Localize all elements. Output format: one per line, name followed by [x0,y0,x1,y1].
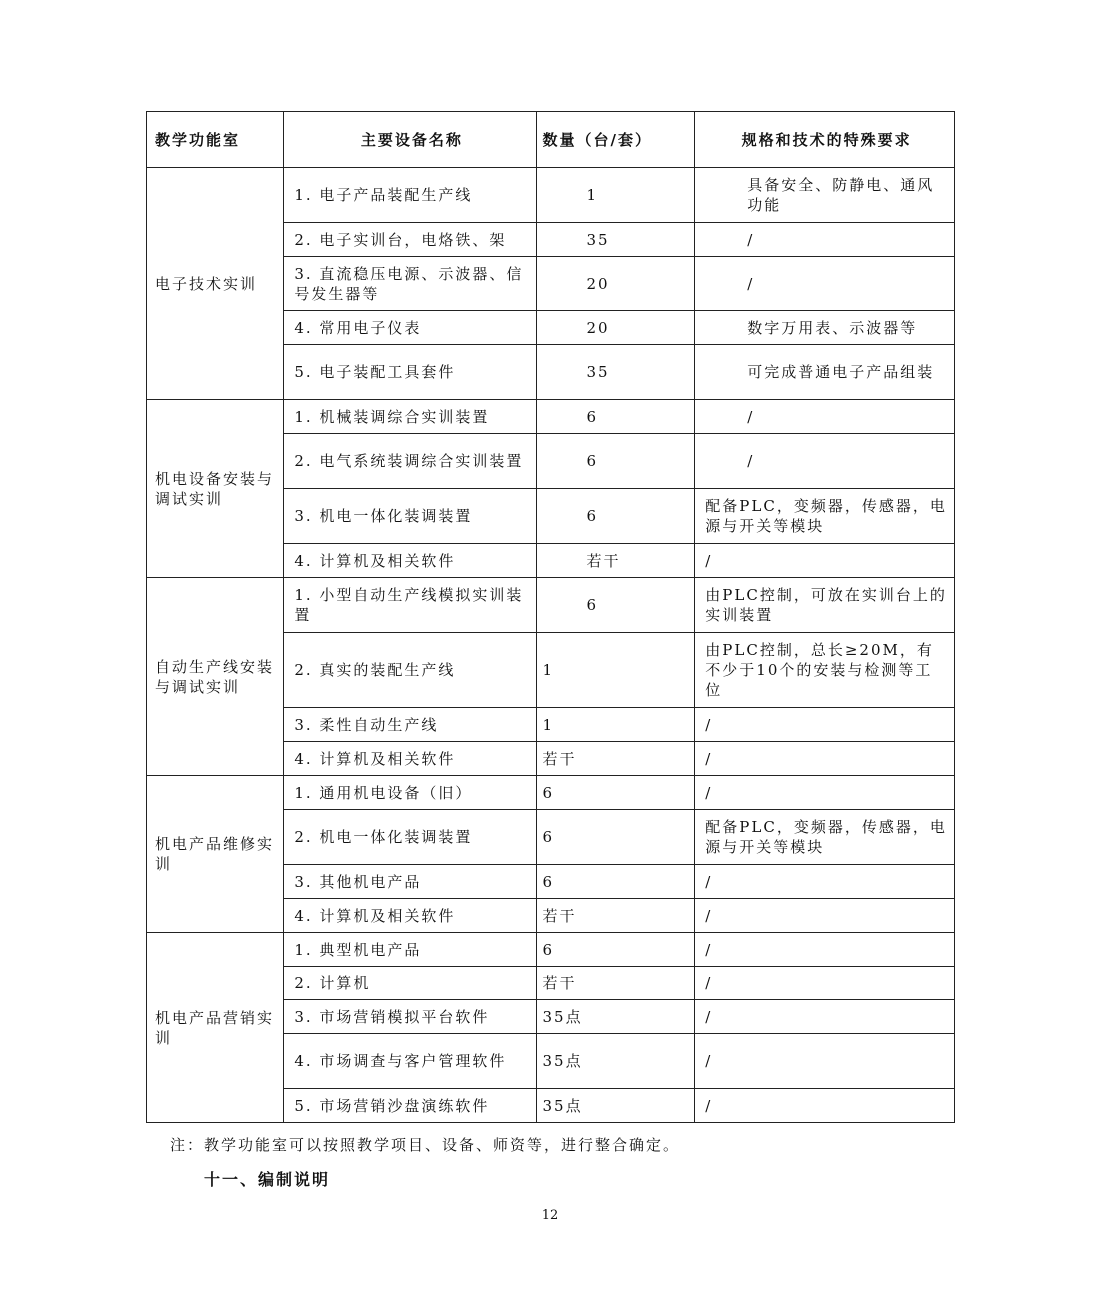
quantity-cell: 20 [536,257,695,311]
quantity-cell: 20 [536,311,695,345]
requirement-cell: / [695,223,955,257]
room-cell: 机电设备安装与调试实训 [147,400,284,578]
table-row [147,168,955,223]
table-body [147,168,955,1123]
quantity-cell: 6 [536,400,695,434]
equipment-name-cell: 3. 柔性自动生产线 [284,708,536,742]
table-footnote: 注：教学功能室可以按照教学项目、设备、师资等，进行整合确定。 [170,1136,681,1154]
equipment-table [146,111,955,1123]
requirement-cell: / [695,742,955,776]
quantity-cell: 若干 [536,742,695,776]
header-requirements: 规格和技术的特殊要求 [695,112,955,168]
section-heading: 十一、编制说明 [204,1170,331,1189]
requirement-cell: / [695,865,955,899]
requirement-cell: 配备PLC，变频器，传感器，电源与开关等模块 [695,489,955,544]
requirement-cell: / [695,1000,955,1034]
requirement-cell: / [695,1089,955,1123]
quantity-cell: 若干 [536,899,695,933]
equipment-name-cell: 1. 典型机电产品 [284,933,536,967]
room-cell: 电子技术实训 [147,168,284,400]
header-quantity: 数量（台/套） [536,112,695,168]
equipment-name-cell: 1. 电子产品装配生产线 [284,168,536,223]
equipment-name-cell: 1. 机械装调综合实训装置 [284,400,536,434]
equipment-name-cell: 3. 直流稳压电源、示波器、信号发生器等 [284,257,536,311]
requirement-cell: 由PLC控制，可放在实训台上的实训装置 [695,578,955,633]
equipment-name-cell: 2. 真实的装配生产线 [284,633,536,708]
equipment-name-cell: 4. 常用电子仪表 [284,311,536,345]
table-row [147,578,955,633]
quantity-cell: 35 [536,223,695,257]
quantity-cell: 6 [536,578,695,633]
table-row [147,400,955,434]
requirement-cell: 数字万用表、示波器等 [695,311,955,345]
header-room: 教学功能室 [147,112,284,168]
table-row [147,776,955,810]
requirement-cell: / [695,544,955,578]
equipment-name-cell: 3. 机电一体化装调装置 [284,489,536,544]
room-cell: 机电产品维修实训 [147,776,284,933]
equipment-name-cell: 4. 计算机及相关软件 [284,899,536,933]
requirement-cell: / [695,400,955,434]
equipment-name-cell: 2. 计算机 [284,967,536,1000]
requirement-cell: / [695,1034,955,1089]
quantity-cell: 6 [536,489,695,544]
quantity-cell: 6 [536,865,695,899]
equipment-name-cell: 1. 小型自动生产线模拟实训装置 [284,578,536,633]
room-cell: 自动生产线安装与调试实训 [147,578,284,776]
equipment-name-cell: 2. 电气系统装调综合实训装置 [284,434,536,489]
quantity-cell: 1 [536,708,695,742]
quantity-cell: 6 [536,810,695,865]
room-cell: 机电产品营销实训 [147,933,284,1123]
equipment-name-cell: 4. 计算机及相关软件 [284,742,536,776]
quantity-cell: 6 [536,434,695,489]
requirement-cell: / [695,257,955,311]
equipment-name-cell: 2. 电子实训台，电烙铁、架 [284,223,536,257]
requirement-cell: / [695,899,955,933]
equipment-name-cell: 4. 市场调查与客户管理软件 [284,1034,536,1089]
page-number: 12 [541,1208,559,1223]
quantity-cell: 6 [536,933,695,967]
quantity-cell: 35点 [536,1000,695,1034]
table-row [147,933,955,967]
requirement-cell: / [695,967,955,1000]
requirement-cell: 可完成普通电子产品组装 [695,345,955,400]
equipment-name-cell: 3. 其他机电产品 [284,865,536,899]
requirement-cell: 由PLC控制，总长≥20M，有不少于10个的安装与检测等工位 [695,633,955,708]
requirement-cell: 具备安全、防静电、通风功能 [695,168,955,223]
requirement-cell: 配备PLC，变频器，传感器，电源与开关等模块 [695,810,955,865]
equipment-name-cell: 5. 电子装配工具套件 [284,345,536,400]
equipment-name-cell: 5. 市场营销沙盘演练软件 [284,1089,536,1123]
quantity-cell: 1 [536,168,695,223]
equipment-name-cell: 1. 通用机电设备（旧） [284,776,536,810]
quantity-cell: 35 [536,345,695,400]
quantity-cell: 35点 [536,1034,695,1089]
equipment-name-cell: 2. 机电一体化装调装置 [284,810,536,865]
quantity-cell: 6 [536,776,695,810]
requirement-cell: / [695,933,955,967]
requirement-cell: / [695,708,955,742]
quantity-cell: 若干 [536,544,695,578]
requirement-cell: / [695,434,955,489]
quantity-cell: 若干 [536,967,695,1000]
table-header-row [147,112,955,168]
equipment-name-cell: 3. 市场营销模拟平台软件 [284,1000,536,1034]
quantity-cell: 35点 [536,1089,695,1123]
quantity-cell: 1 [536,633,695,708]
equipment-name-cell: 4. 计算机及相关软件 [284,544,536,578]
requirement-cell: / [695,776,955,810]
header-equipment-name: 主要设备名称 [284,112,536,168]
